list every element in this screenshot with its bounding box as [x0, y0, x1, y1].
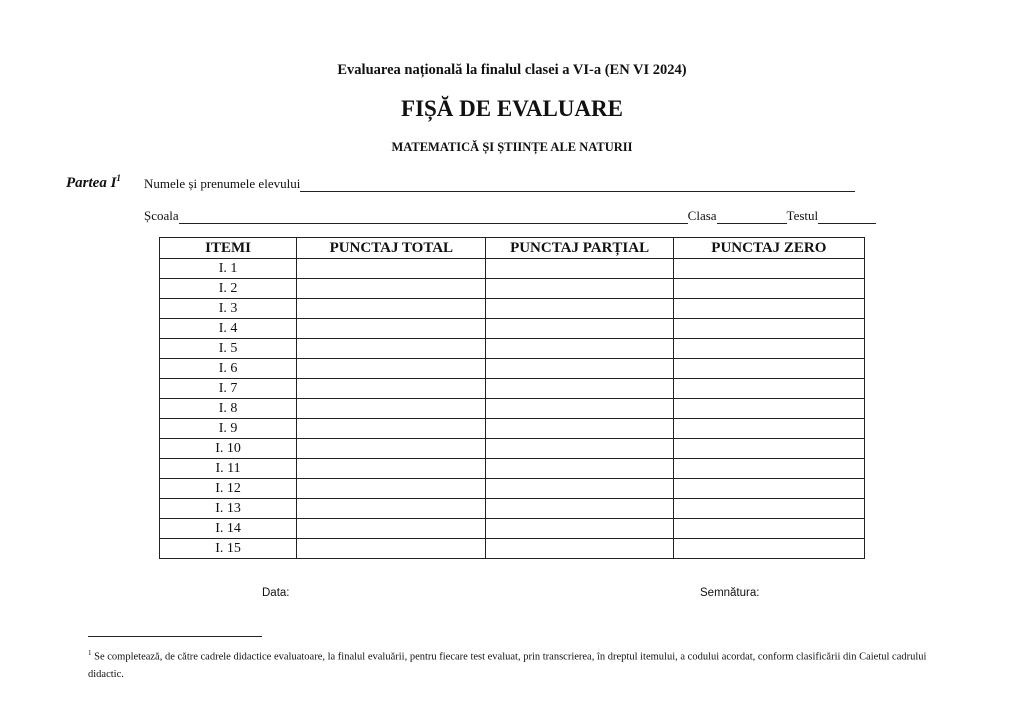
footnote: [88, 645, 928, 683]
table-row: [160, 459, 865, 479]
partial-score-cell[interactable]: [486, 519, 673, 539]
subject-heading: MATEMATICĂ ȘI ȘTIINȚE ALE NATURII: [391, 140, 633, 154]
header-zero-score: PUNCTAJ ZERO: [673, 238, 864, 259]
partial-score-cell[interactable]: [486, 539, 673, 559]
table-row: [160, 379, 865, 399]
total-score-cell[interactable]: [297, 379, 486, 399]
item-label: I. 15: [160, 539, 297, 559]
zero-score-cell[interactable]: [673, 399, 864, 419]
item-label: I. 2: [160, 279, 297, 299]
zero-score-cell[interactable]: [673, 299, 864, 319]
student-name-field[interactable]: [300, 179, 855, 192]
item-label: I. 6: [160, 359, 297, 379]
header-partial-score: PUNCTAJ PARȚIAL: [486, 238, 673, 259]
total-score-cell[interactable]: [297, 319, 486, 339]
partial-score-cell[interactable]: [486, 499, 673, 519]
student-name-row: [144, 176, 855, 192]
total-score-cell[interactable]: [297, 399, 486, 419]
date-label: Data:: [262, 587, 290, 599]
total-score-cell[interactable]: [297, 439, 486, 459]
zero-score-cell[interactable]: [673, 259, 864, 279]
total-score-cell[interactable]: [297, 479, 486, 499]
footnote-mark: 1: [88, 649, 92, 657]
test-label: Testul: [786, 208, 819, 223]
total-score-cell[interactable]: [297, 359, 486, 379]
partial-score-cell[interactable]: [486, 319, 673, 339]
partial-score-cell[interactable]: [486, 439, 673, 459]
item-label: I. 11: [160, 459, 297, 479]
total-score-cell[interactable]: [297, 339, 486, 359]
part-label: [66, 173, 121, 192]
item-label: I. 13: [160, 499, 297, 519]
table-row: [160, 439, 865, 459]
footnote-marker: 1: [116, 173, 121, 183]
partial-score-cell[interactable]: [486, 259, 673, 279]
exam-subtitle: Evaluarea națională la finalul clasei a VI-a (EN VI 2024): [337, 62, 687, 78]
page-title: FIȘĂ DE EVALUARE: [401, 96, 623, 121]
table-row: [160, 259, 865, 279]
item-label: I. 8: [160, 399, 297, 419]
zero-score-cell[interactable]: [673, 319, 864, 339]
item-label: I. 14: [160, 519, 297, 539]
zero-score-cell[interactable]: [673, 339, 864, 359]
zero-score-cell[interactable]: [673, 519, 864, 539]
class-label: Clasa: [687, 208, 717, 223]
total-score-cell[interactable]: [297, 519, 486, 539]
table-header-row: [160, 238, 865, 259]
partial-score-cell[interactable]: [486, 459, 673, 479]
signature-label: Semnătura:: [700, 587, 760, 599]
class-field[interactable]: [717, 211, 787, 224]
table-row: [160, 299, 865, 319]
zero-score-cell[interactable]: [673, 459, 864, 479]
partial-score-cell[interactable]: [486, 279, 673, 299]
item-label: I. 1: [160, 259, 297, 279]
partial-score-cell[interactable]: [486, 299, 673, 319]
zero-score-cell[interactable]: [673, 499, 864, 519]
total-score-cell[interactable]: [297, 499, 486, 519]
zero-score-cell[interactable]: [673, 379, 864, 399]
student-name-label: Numele și prenumele elevului: [144, 176, 301, 191]
zero-score-cell[interactable]: [673, 439, 864, 459]
item-label: I. 7: [160, 379, 297, 399]
footnote-text: Se completează, de către cadrele didactice evaluatoare, la finalul evaluării, pentru fiecare test evaluat, prin transcrierea, în dreptul itemului, a codului acordat, conform clasificării din Caietul cadrului didactic.: [88, 651, 927, 680]
partial-score-cell[interactable]: [486, 399, 673, 419]
part-label-text: Partea I: [66, 175, 117, 191]
zero-score-cell[interactable]: [673, 359, 864, 379]
table-row: [160, 279, 865, 299]
item-label: I. 3: [160, 299, 297, 319]
school-label: Școala: [144, 208, 179, 223]
table-row: [160, 499, 865, 519]
partial-score-cell[interactable]: [486, 419, 673, 439]
evaluation-table: [159, 237, 865, 559]
footnote-divider: [88, 636, 262, 637]
total-score-cell[interactable]: [297, 279, 486, 299]
partial-score-cell[interactable]: [486, 379, 673, 399]
partial-score-cell[interactable]: [486, 359, 673, 379]
zero-score-cell[interactable]: [673, 419, 864, 439]
school-row: [144, 208, 876, 224]
item-label: I. 12: [160, 479, 297, 499]
table-row: [160, 519, 865, 539]
total-score-cell[interactable]: [297, 539, 486, 559]
zero-score-cell[interactable]: [673, 539, 864, 559]
table-row: [160, 359, 865, 379]
test-field[interactable]: [818, 211, 876, 224]
table-row: [160, 419, 865, 439]
header-items: ITEMI: [160, 238, 297, 259]
table-row: [160, 479, 865, 499]
total-score-cell[interactable]: [297, 299, 486, 319]
partial-score-cell[interactable]: [486, 339, 673, 359]
item-label: I. 4: [160, 319, 297, 339]
zero-score-cell[interactable]: [673, 279, 864, 299]
partial-score-cell[interactable]: [486, 479, 673, 499]
zero-score-cell[interactable]: [673, 479, 864, 499]
item-label: I. 10: [160, 439, 297, 459]
school-field[interactable]: [179, 211, 688, 224]
table-row: [160, 339, 865, 359]
total-score-cell[interactable]: [297, 419, 486, 439]
table-row: [160, 539, 865, 559]
item-label: I. 5: [160, 339, 297, 359]
item-label: I. 9: [160, 419, 297, 439]
table-row: [160, 319, 865, 339]
table-row: [160, 399, 865, 419]
total-score-cell[interactable]: [297, 459, 486, 479]
total-score-cell[interactable]: [297, 259, 486, 279]
header-total-score: PUNCTAJ TOTAL: [297, 238, 486, 259]
